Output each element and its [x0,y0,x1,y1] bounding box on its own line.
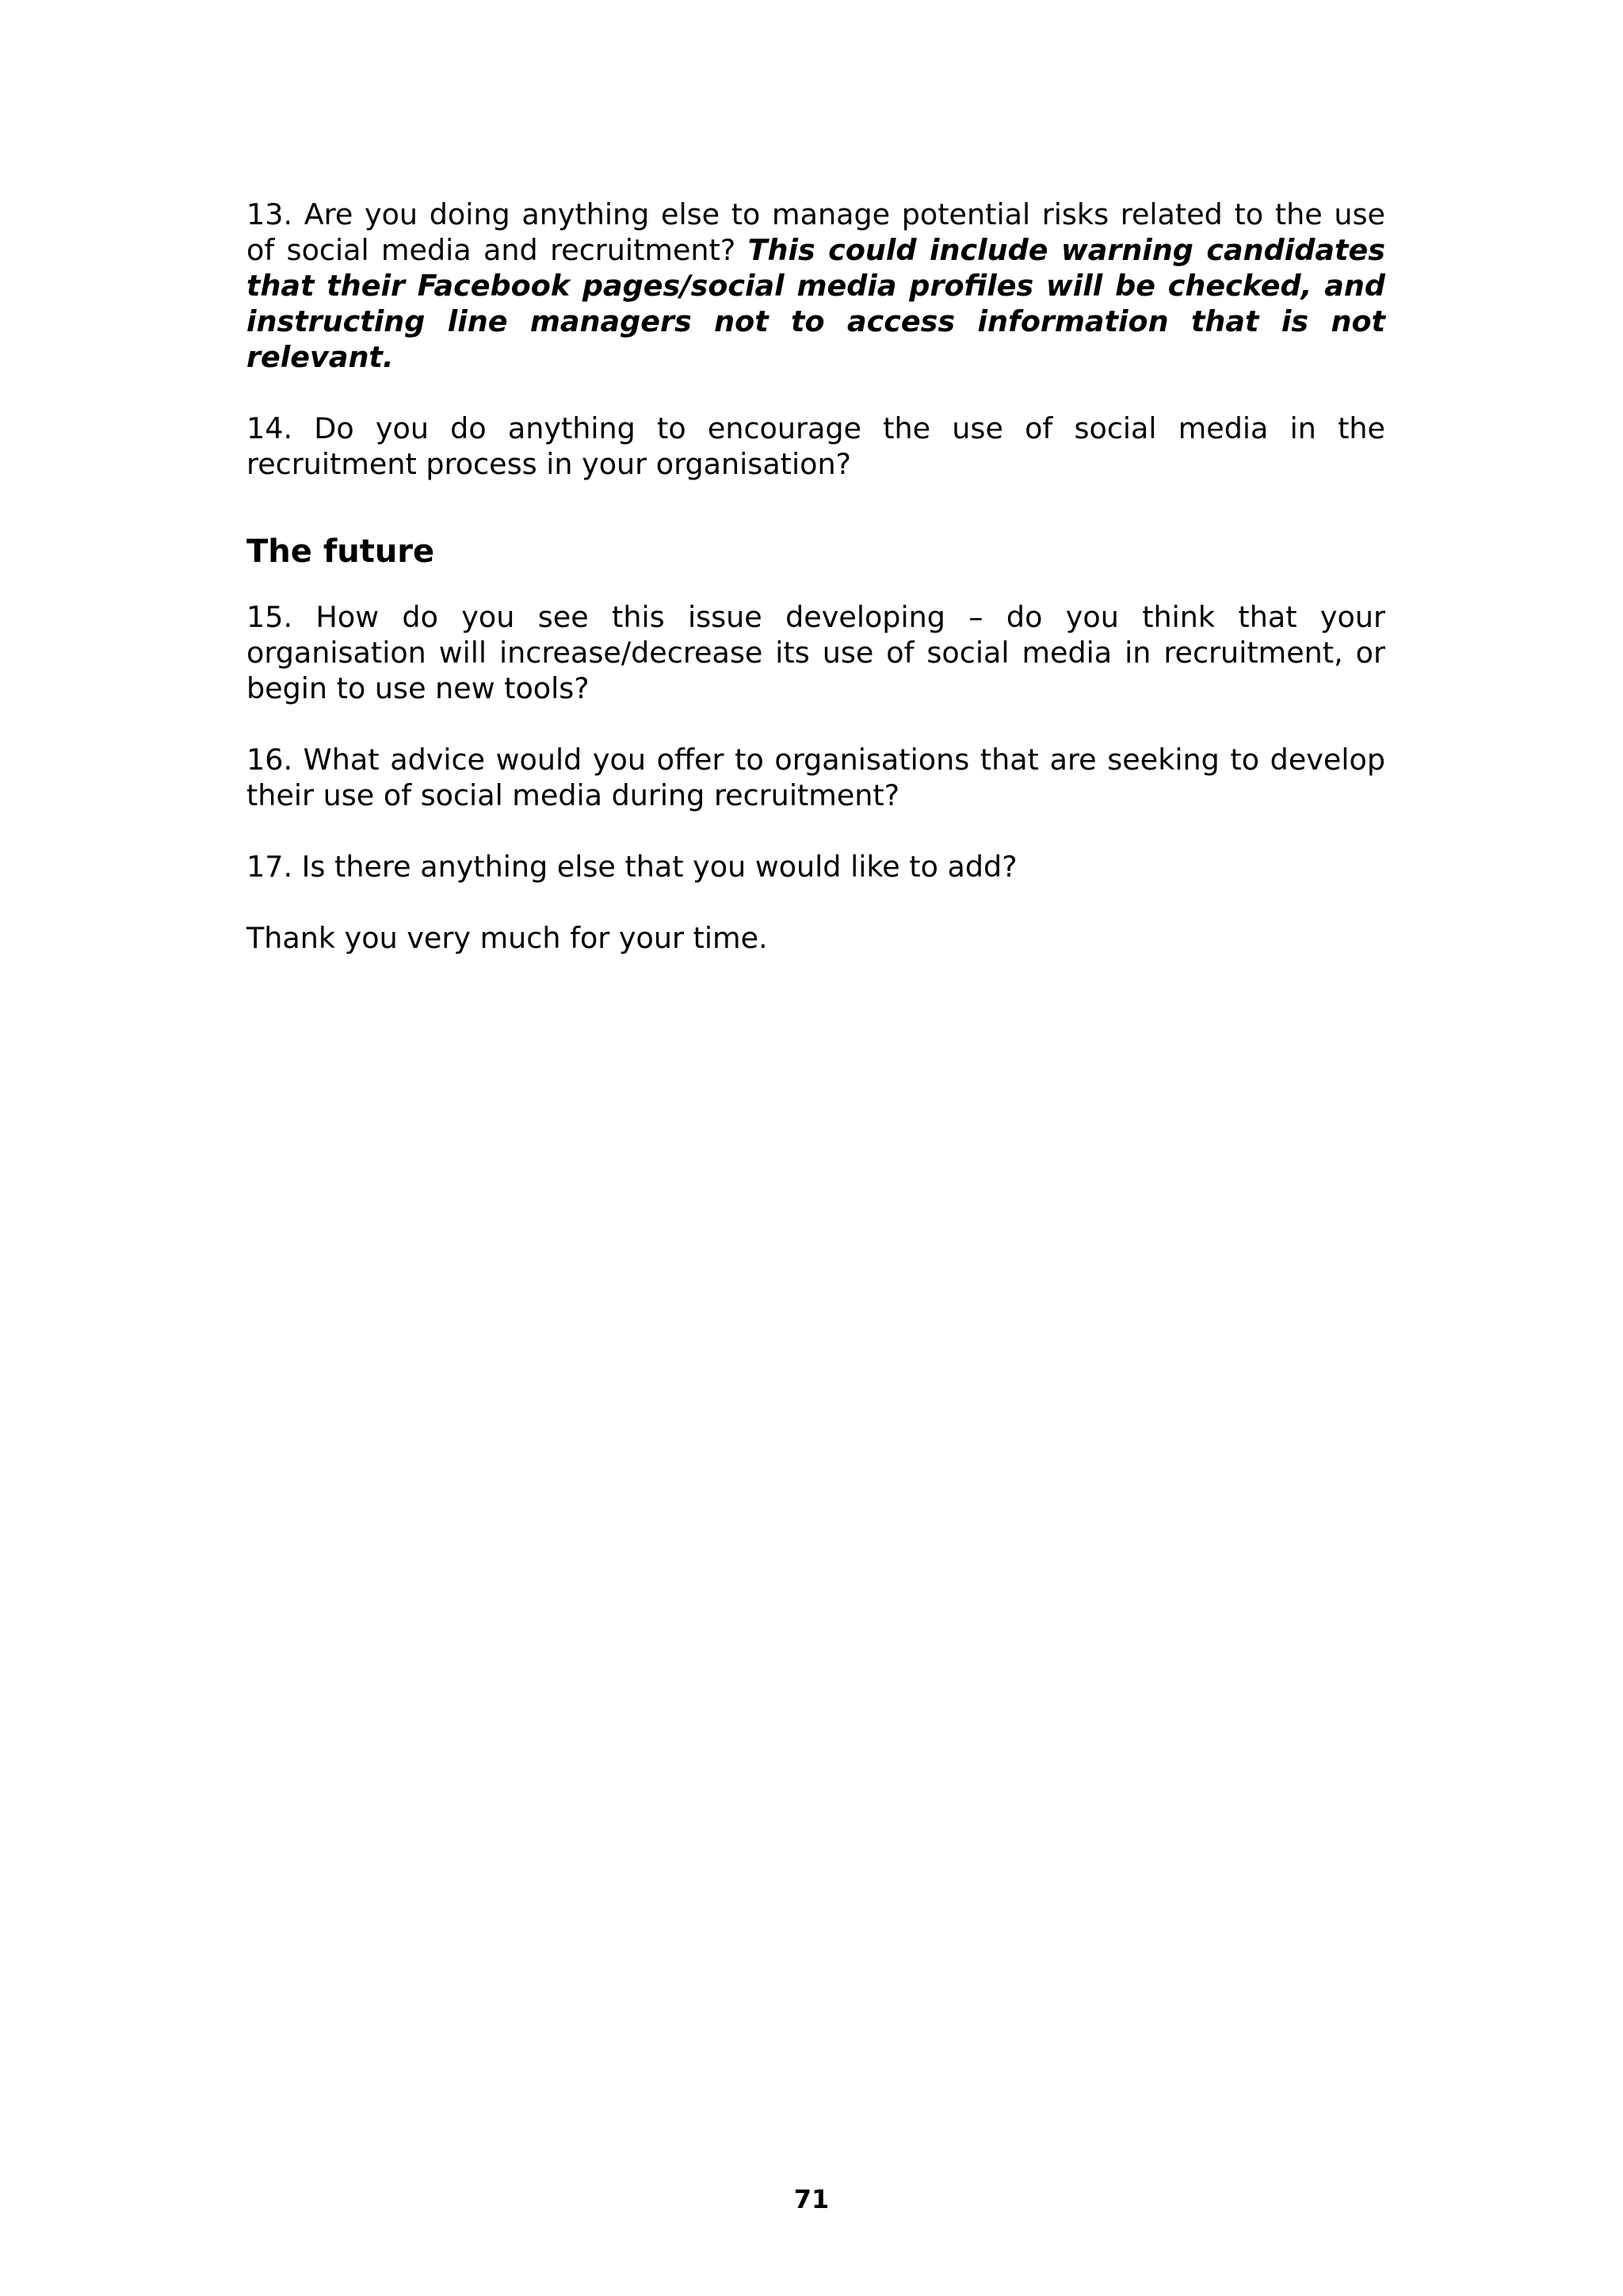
document-body [246,197,1385,956]
question-13 [246,197,1385,375]
question-15: 15. How do you see this issue developing – do you think that your organisation will increase/decrease its use of social media in recruitment, or begin to use new tools? [246,600,1385,705]
question-16: 16. What advice would you offer to organisations that are seeking to develop their use of social media during recruitment? [246,743,1385,812]
page-number: 71 [793,2184,830,2214]
question-17: 17. Is there anything else that you would like to add? [246,850,1018,884]
question-13-emphasis: This could include warning candidates that their Facebook pages/social media profiles will be checked, and instructing line managers not to access information that is not relevant. [246,233,1385,374]
closing-text: Thank you very much for your time. [246,921,768,955]
question-13-text: 13. Are you doing anything else to manage potential risks related to the use of social media and recruitment? [246,197,1385,267]
section-heading: The future [246,533,435,570]
question-14: 14. Do you do anything to encourage the use of social media in the recruitment process in your organisation? [246,411,1385,481]
